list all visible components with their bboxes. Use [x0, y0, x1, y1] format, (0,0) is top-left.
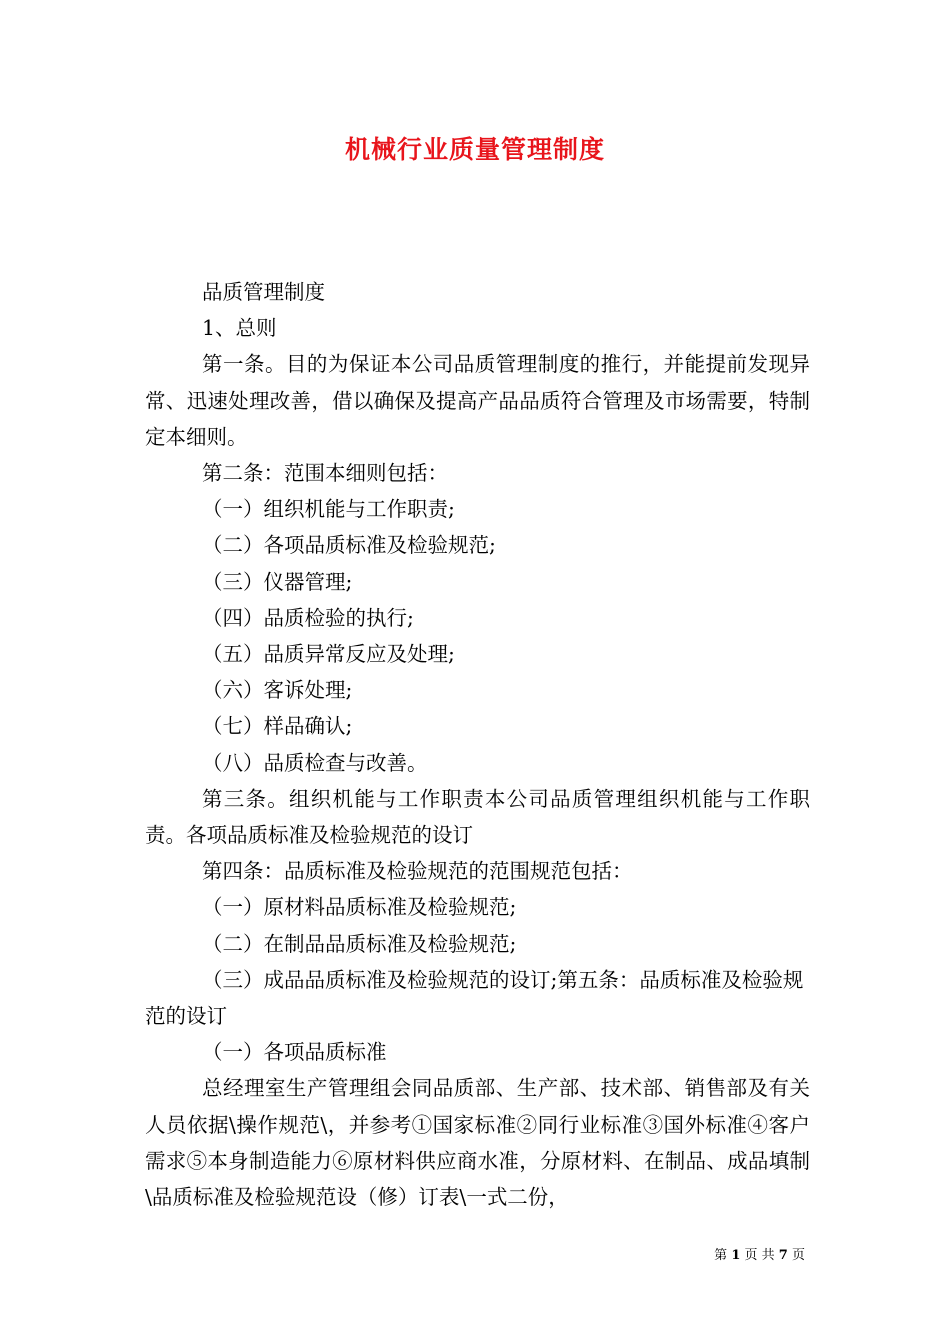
paragraph: 第三条。组织机能与工作职责本公司品质管理组织机能与工作职责。各项品质标准及检验规范的设订	[145, 786, 810, 848]
list-item: （八）品质检查与改善。	[202, 750, 428, 775]
list-item: （二）各项品质标准及检验规范;	[202, 533, 496, 558]
list-item: （二）在制品品质标准及检验规范;	[202, 931, 517, 956]
total-page-number: 7	[778, 1248, 788, 1263]
footer-suffix: 页	[791, 1248, 805, 1263]
document-body	[145, 274, 810, 1215]
list-item: （五）品质异常反应及处理;	[202, 642, 455, 667]
list-item: （一）各项品质标准	[202, 1040, 387, 1065]
footer-middle: 页 共	[744, 1248, 775, 1263]
paragraph: 第四条：品质标准及检验规范的范围规范包括：	[202, 859, 633, 884]
document-title: 机械行业质量管理制度	[344, 135, 605, 164]
current-page-number: 1	[731, 1248, 741, 1263]
paragraph: 品质管理制度	[202, 280, 325, 304]
paragraph: 第一条。目的为保证本公司品质管理制度的推行，并能提前发现异常、迅速处理改善，借以确保及提高产品品质符合管理及市场需要，特制定本细则。	[145, 352, 810, 449]
list-item: （四）品质检验的执行;	[202, 605, 414, 630]
page-footer	[0, 1247, 805, 1265]
paragraph: 第二条：范围本细则包括：	[202, 461, 448, 486]
list-item: （六）客诉处理;	[202, 678, 353, 703]
footer-prefix: 第	[714, 1248, 728, 1263]
section-heading: 1、总则	[202, 316, 277, 341]
paragraph: （三）成品品质标准及检验规范的设订;第五条：品质标准及检验规范的设订	[145, 967, 804, 1029]
list-item: （一）组织机能与工作职责;	[202, 497, 455, 522]
list-item: （一）原材料品质标准及检验规范;	[202, 895, 517, 920]
list-item: （七）样品确认;	[202, 714, 353, 739]
paragraph: 总经理室生产管理组会同品质部、生产部、技术部、销售部及有关人员依据\操作规范\，并参考①国家标准②同行业标准③国外标准④客户需求⑤本身制造能力⑥原材料供应商水准，分原材料、在制品、成品填制\品质标准及检验规范设（修）订表\一式二份，	[145, 1076, 810, 1210]
list-item: （三）仪器管理;	[202, 569, 353, 594]
